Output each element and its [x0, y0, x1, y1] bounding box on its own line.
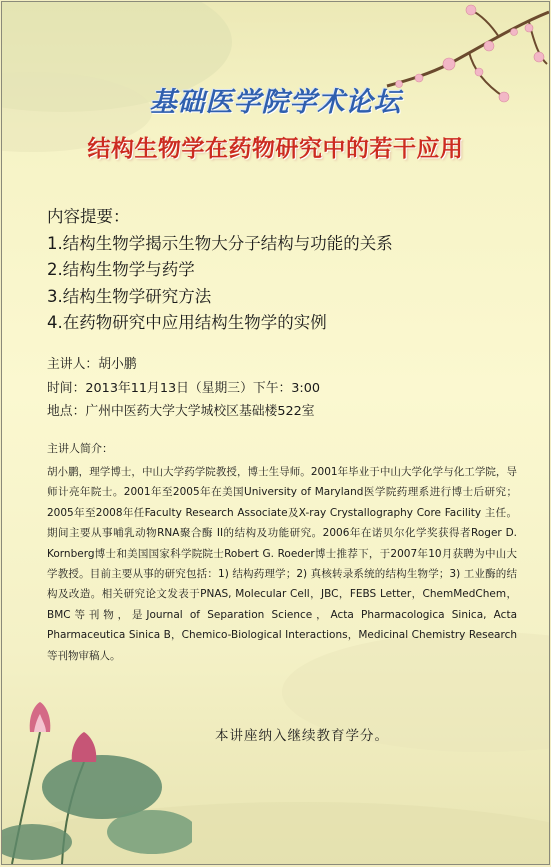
- bio-heading: 主讲人简介：: [47, 442, 113, 455]
- lecture-title: 结构生物学在药物研究中的若干应用: [87, 136, 464, 162]
- continuing-education-note: 本讲座纳入继续教育学分。: [215, 728, 389, 744]
- poster: [1, 1, 550, 865]
- lotus-decoration: [2, 692, 192, 864]
- summary-item: 2.结构生物学与药学: [47, 260, 195, 279]
- content-summary: [47, 204, 393, 337]
- speaker-bio: 胡小鹏，理学博士，中山大学药学院教授，博士生导师。2001年毕业于中山大学化学与化工学院，导师计亮年院士。2001年至2005年在美国University of Maryland医学院药理系进行博士后研究；2005年至2008年任Faculty Research Associate及X-ray Crystallography Core Facility 主任。期间主要从事哺乳动物RNA聚合酶 II的结构及功能研究。2006年在诺贝尔化学奖获得者Roger D. Kornberg博士和美国国家科学院院士Robert G. Roeder博士推荐下，于2007年10月获聘为中山大学教授。目前主要从事的研究包括：1) 结构药理学；2) 真核转录系统的结构生物学；3) 工业酶的结构及改造。相关研究论文发表于PNAS, Molecular Cell，JBC，FEBS Letter，ChemMedChem，BMC等刊物，是Journal of Separation Science，Acta Pharmacologica Sinica, Acta Pharmaceutica Sinica B，Chemico-Biological Interactions，Medicinal Chemistry Research等刊物审稿人。: [47, 466, 517, 662]
- lecture-info: [47, 353, 320, 424]
- summary-heading: 内容提要：: [47, 207, 130, 226]
- speaker-line: 主讲人：胡小鹏: [47, 357, 137, 372]
- forum-title: 基础医学院学术论坛: [149, 87, 402, 118]
- time-line: 时间：2013年11月13日（星期三）下午：3:00: [47, 380, 321, 396]
- summary-item: 1.结构生物学揭示生物大分子结构与功能的关系: [47, 233, 393, 253]
- summary-item: 3.结构生物学研究方法: [47, 286, 212, 306]
- location-line: 地点：广州中医药大学大学城校区基础楼522室: [47, 404, 315, 419]
- summary-item: 4.在药物研究中应用结构生物学的实例: [47, 313, 327, 332]
